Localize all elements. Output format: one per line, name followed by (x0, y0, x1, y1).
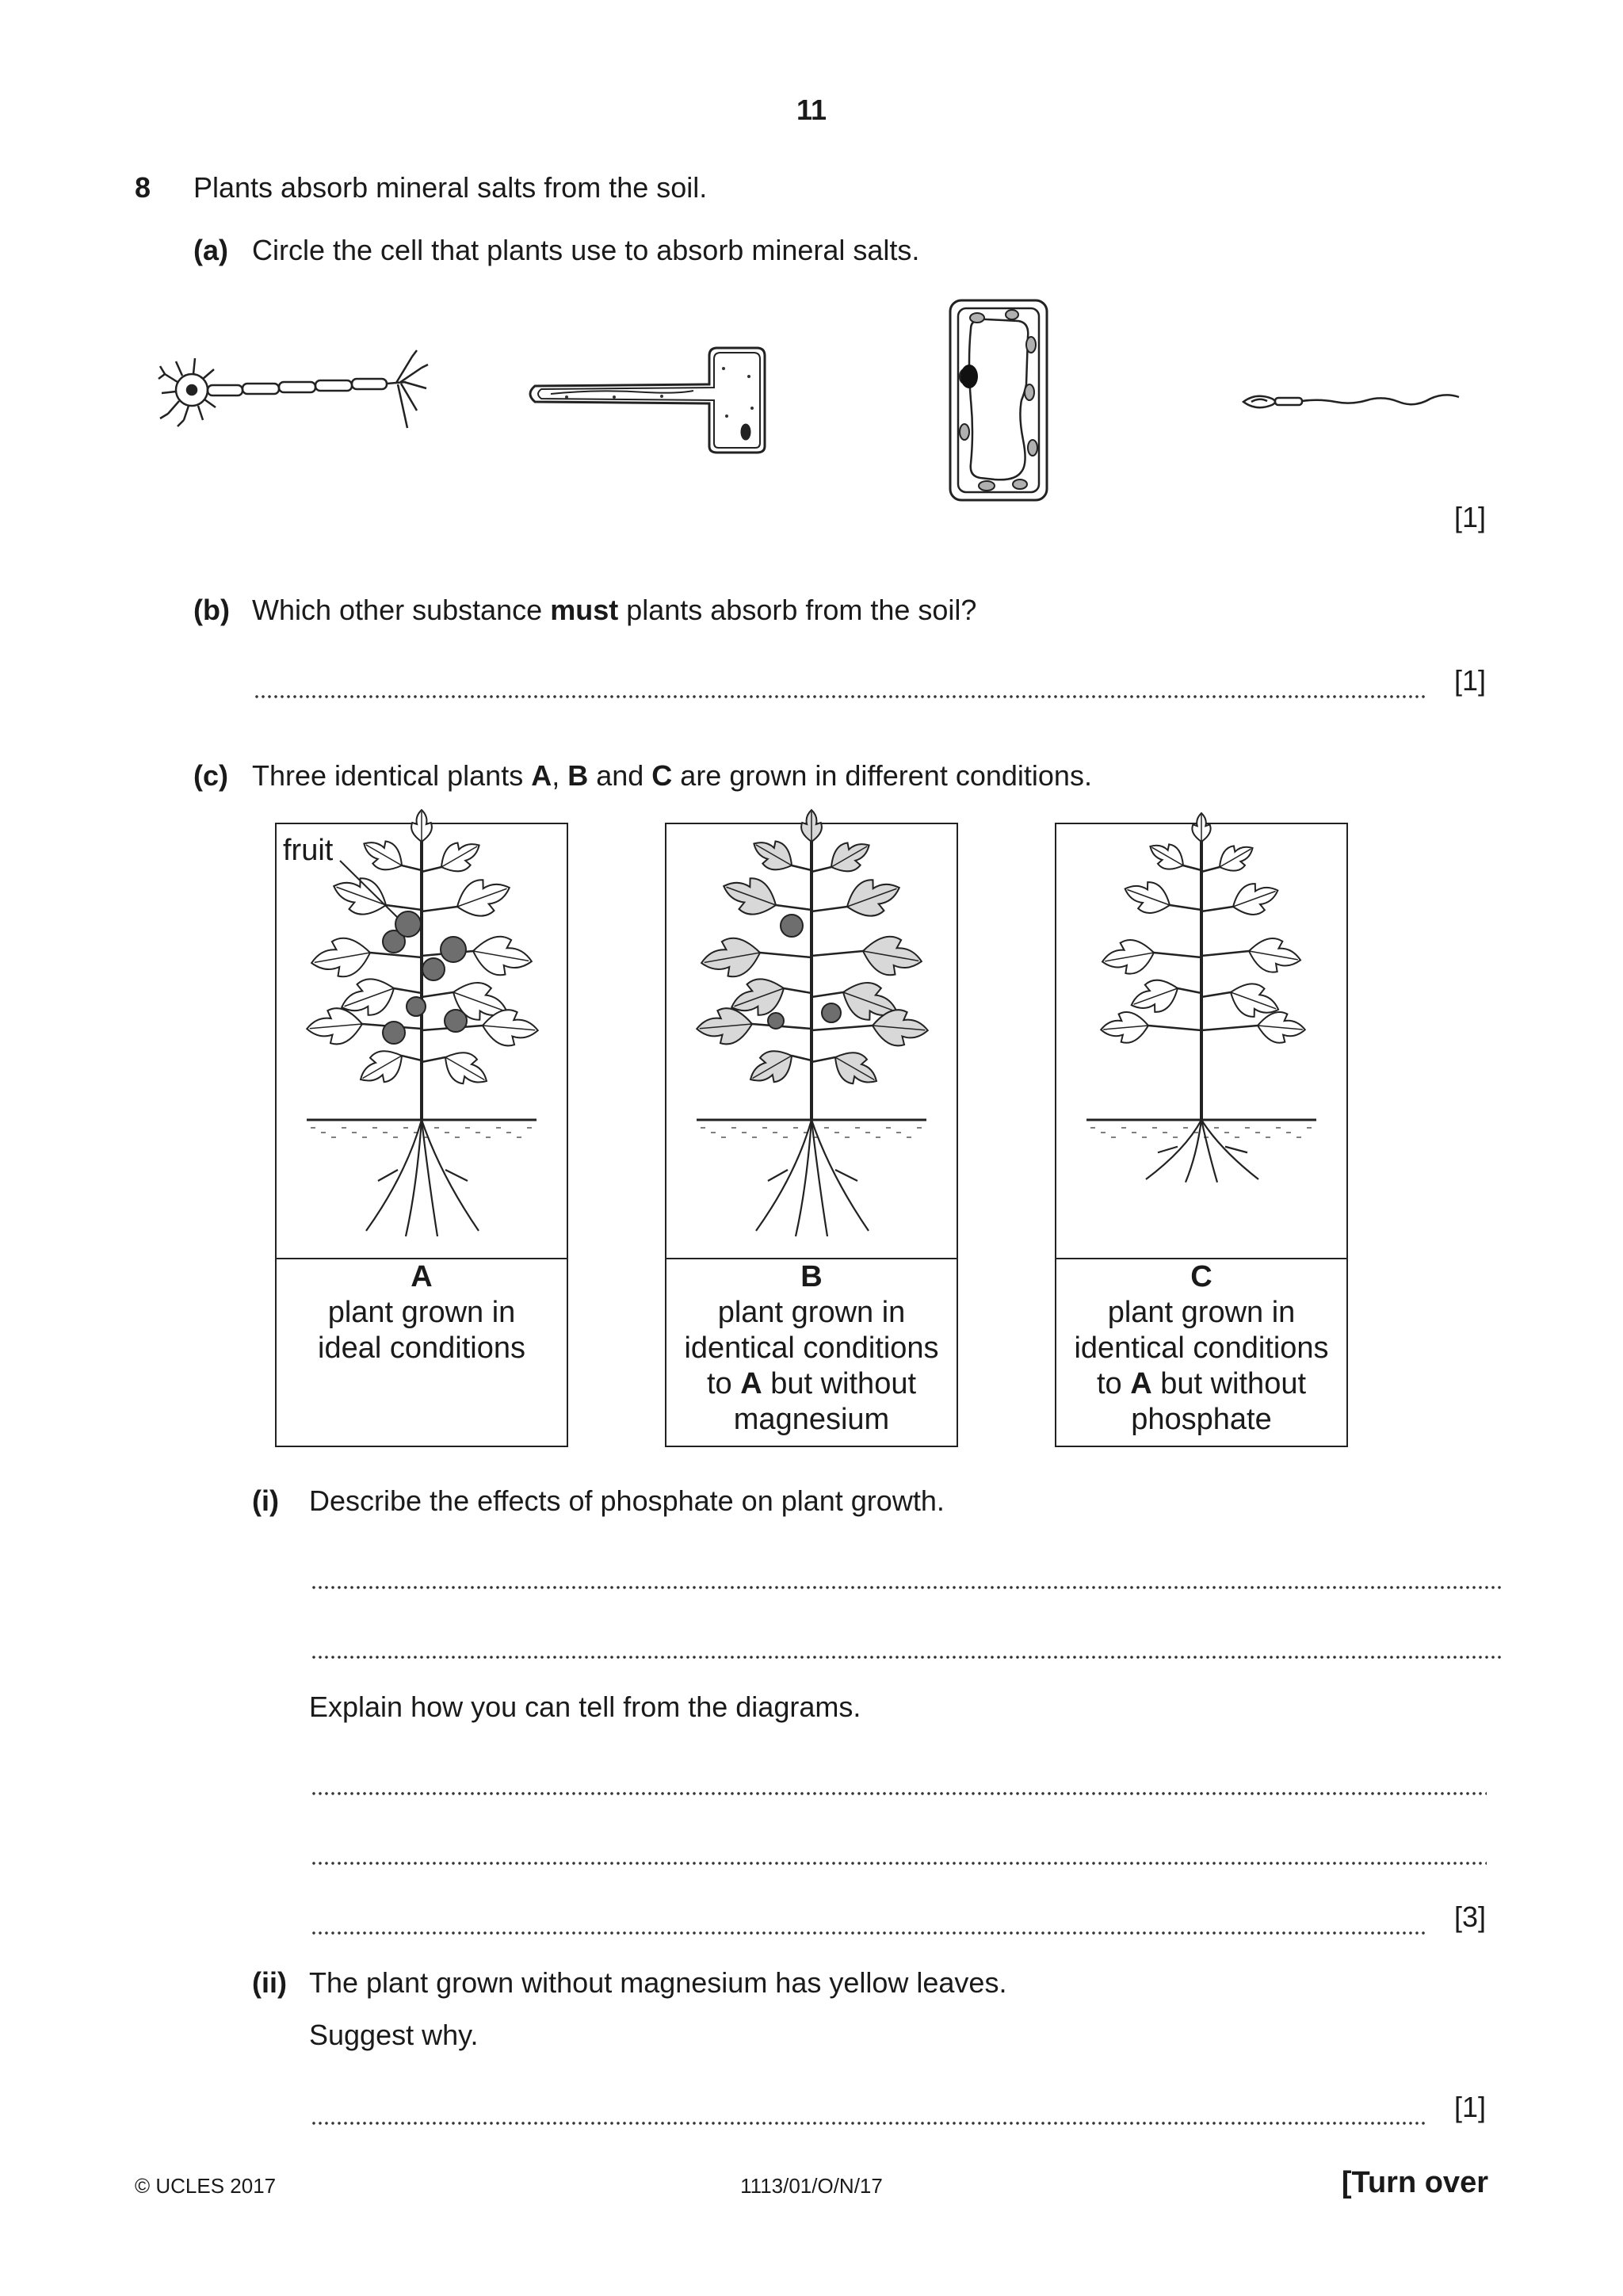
leaf (801, 810, 822, 842)
fruit (422, 958, 445, 980)
leaf (357, 831, 408, 877)
footer-copyright: © UCLES 2017 (135, 2174, 277, 2198)
nerve-cell-diagram[interactable] (158, 341, 428, 444)
plant-a-drawing (275, 823, 568, 1256)
leaf (1192, 813, 1210, 842)
leaf (743, 1042, 799, 1093)
leaf (327, 869, 391, 922)
fruit-label: fruit (283, 834, 334, 867)
fruit (445, 1010, 467, 1032)
plant-c-line1: plant grown in (1107, 1296, 1296, 1329)
leaf (1099, 936, 1156, 978)
answer-line-i-3[interactable] (311, 1791, 1487, 1796)
page-number: 11 (796, 94, 827, 126)
answer-line-i-2[interactable] (311, 1655, 1503, 1660)
plant-c-line4: phosphate (1131, 1403, 1272, 1436)
part-b-text-before: Which other substance (252, 594, 551, 626)
leaf (1213, 838, 1258, 878)
leaf (717, 869, 781, 922)
leaf (1228, 876, 1283, 921)
fruit (441, 937, 466, 962)
leaf (308, 934, 373, 982)
leaf (1246, 934, 1303, 976)
leaf (1126, 973, 1183, 1020)
part-b-label: (b) (193, 594, 230, 626)
leaf (434, 833, 486, 879)
plant-c-line2: identical conditions (1074, 1331, 1329, 1365)
leaf (1256, 1010, 1306, 1045)
part-b-text-bold: must (550, 594, 619, 626)
plant-b-line2: identical conditions (684, 1331, 939, 1365)
question-number: 8 (135, 171, 151, 204)
leaf (470, 932, 535, 980)
plant-b-drawing (665, 823, 958, 1256)
leaf (1144, 836, 1190, 877)
root-hair-cell-diagram[interactable] (519, 345, 773, 456)
plant-c-caption: C plant grown in identical conditions to A but without phosphate (1056, 1259, 1346, 1438)
part-b-text-after: plants absorb from the soil? (618, 594, 977, 626)
part-ii-text: The plant grown without magnesium has yellow leaves. (309, 1966, 1007, 1999)
sperm-cell-diagram[interactable] (1240, 384, 1462, 416)
part-c-label: (c) (193, 759, 228, 792)
fruit (407, 997, 426, 1016)
part-a-text: Circle the cell that plants use to absorb mineral salts. (252, 234, 920, 266)
turn-over: [Turn over (1341, 2166, 1488, 2199)
answer-line-i-4[interactable] (311, 1861, 1487, 1866)
answer-line-b[interactable] (254, 694, 1426, 699)
plant-b-line1: plant grown in (717, 1296, 906, 1329)
plant-a-caption (277, 1259, 567, 1366)
leaf (824, 833, 876, 879)
fruit (383, 1022, 405, 1044)
fruit (395, 911, 421, 937)
part-i-mark: [3] (1454, 1901, 1487, 1933)
part-b-mark: [1] (1454, 664, 1487, 697)
leaf (451, 871, 515, 923)
leaf (747, 831, 798, 877)
part-i-label: (i) (252, 1484, 279, 1517)
fruit (822, 1003, 841, 1022)
part-i-explain: Explain how you can tell from the diagrams. (309, 1690, 861, 1723)
plant-a-line2: ideal conditions (318, 1331, 525, 1365)
part-ii-suggest: Suggest why. (309, 2019, 479, 2051)
plant-c-drawing (1055, 823, 1348, 1256)
fruit (768, 1013, 784, 1029)
palisade-cell-diagram[interactable] (947, 297, 1050, 503)
leaf (353, 1042, 409, 1093)
plant-a-letter: A (411, 1260, 433, 1293)
answer-line-i-1[interactable] (311, 1585, 1503, 1590)
plant-a-line1: plant grown in (327, 1296, 516, 1329)
part-ii-label: (ii) (252, 1966, 287, 1999)
leaf (1100, 1010, 1150, 1045)
answer-line-ii[interactable] (311, 2121, 1426, 2126)
part-a-mark: [1] (1454, 501, 1487, 533)
leaf (698, 934, 763, 982)
part-i-text: Describe the effects of phosphate on plant growth. (309, 1484, 945, 1517)
leaf (841, 871, 905, 923)
part-c-intro: Three identical plants A, B and C are grown in different conditions. (252, 759, 1092, 792)
footer-code: 1113/01/O/N/17 (740, 2174, 883, 2198)
leaf (827, 1044, 884, 1095)
plant-b-caption: B plant grown in identical conditions to A but without magnesium (666, 1259, 957, 1438)
fruit (781, 915, 803, 937)
leaf (860, 932, 925, 980)
leaf (1120, 874, 1175, 919)
leaf (305, 1006, 364, 1046)
part-b-question (252, 593, 976, 628)
leaf (437, 1044, 494, 1095)
part-ii-mark: [1] (1454, 2091, 1487, 2123)
plant-c-letter: C (1190, 1260, 1212, 1293)
part-a-label: (a) (193, 234, 228, 266)
leaf (695, 1006, 754, 1046)
answer-line-i-5[interactable] (311, 1931, 1426, 1935)
leaf (411, 810, 432, 842)
question-stem: Plants absorb mineral salts from the soil. (193, 171, 708, 204)
plant-b-line4: magnesium (733, 1403, 890, 1436)
plant-b-letter: B (800, 1260, 823, 1293)
